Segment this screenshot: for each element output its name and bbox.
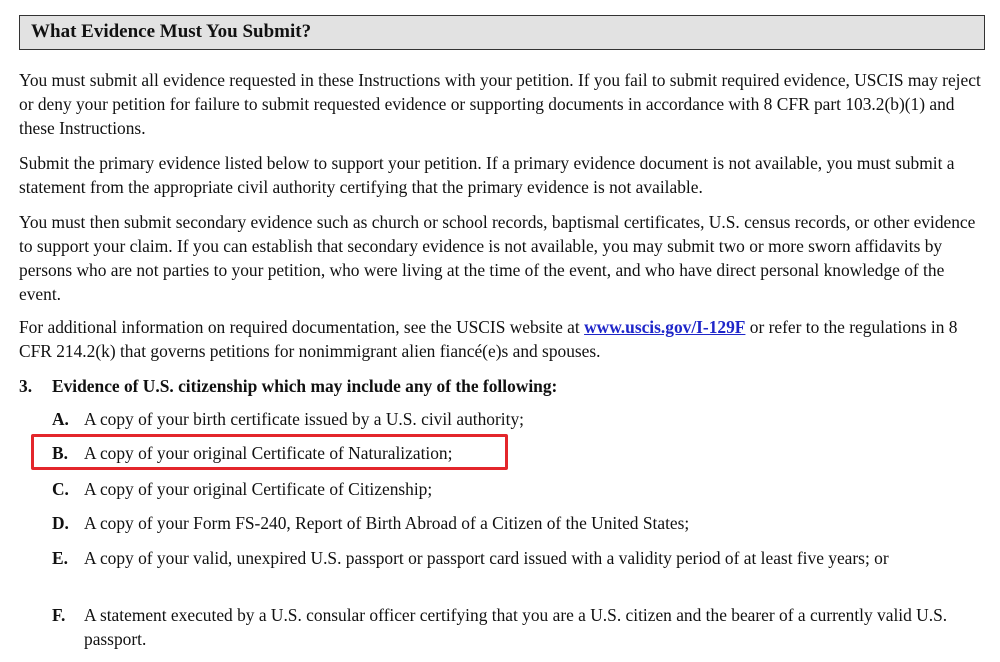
paragraph-additional-info: [19, 315, 985, 363]
paragraph-primary-evidence: Submit the primary evidence listed below to support your petition. If a primary evidence document is not available, you must submit a statement from the appropriate civil authority certifying that the primary evidence is not available.: [19, 153, 955, 197]
list-title: Evidence of U.S. citizenship which may include any of the following:: [52, 376, 558, 396]
uscis-website-link[interactable]: www.uscis.gov/I-129F: [584, 317, 746, 337]
list-item-letter: D.: [52, 513, 69, 533]
list-item-letter: B.: [52, 443, 68, 463]
paragraph-secondary-evidence: You must then submit secondary evidence such as church or school records, baptismal certificates, U.S. census records, or other evidence to support your claim. If you can establish that secondary evidence is not available, you may submit two or more sworn affidavits by persons who are not parties to your petition, who were living at the time of the event, and who have direct personal knowledge of the event.: [19, 212, 976, 304]
list-item-text: A copy of your valid, unexpired U.S. passport or passport card issued with a validity period of at least five years; or: [84, 548, 889, 568]
list-item-c: [52, 477, 982, 501]
list-item-text: A copy of your Form FS-240, Report of Birth Abroad of a Citizen of the United States;: [84, 513, 690, 533]
paragraph-additional-info-tail: or refer to the regulations in 8 CFR 214.2(k) that governs petitions for nonimmigrant alien fiancé(e)s and spouses.: [19, 317, 958, 361]
list-item-text: A copy of your original Certificate of Naturalization;: [84, 443, 453, 463]
paragraph-submit-evidence: You must submit all evidence requested in these Instructions with your petition. If you fail to submit required evidence, USCIS may reject or deny your petition for failure to submit requested evidence or supporting documents in accordance with 8 CFR part 103.2(b)(1) and these Instructions.: [19, 70, 981, 138]
list-item-letter: C.: [52, 479, 69, 499]
list-item-letter: A.: [52, 409, 69, 429]
list-item-text: A copy of your birth certificate issued by a U.S. civil authority;: [84, 409, 524, 429]
list-item-d: [52, 511, 982, 535]
list-item-text: A statement executed by a U.S. consular officer certifying that you are a U.S. citizen and the bearer of a currently valid U.S. passport.: [84, 605, 948, 649]
list-item-letter: E.: [52, 548, 68, 568]
section-title: What Evidence Must You Submit?: [31, 21, 312, 42]
list-item-e: [52, 546, 982, 570]
list-number: 3.: [19, 376, 33, 396]
list-item-letter: F.: [52, 605, 66, 625]
list-item-f: [52, 603, 982, 651]
citizenship-evidence-heading: [19, 374, 985, 398]
list-item-a: [52, 407, 982, 431]
highlight-box-item-b: [31, 434, 508, 470]
list-item-text: A copy of your original Certificate of Citizenship;: [84, 479, 433, 499]
section-header: [19, 15, 985, 50]
paragraph-additional-info-lead: For additional information on required documentation, see the USCIS website at: [19, 317, 585, 337]
